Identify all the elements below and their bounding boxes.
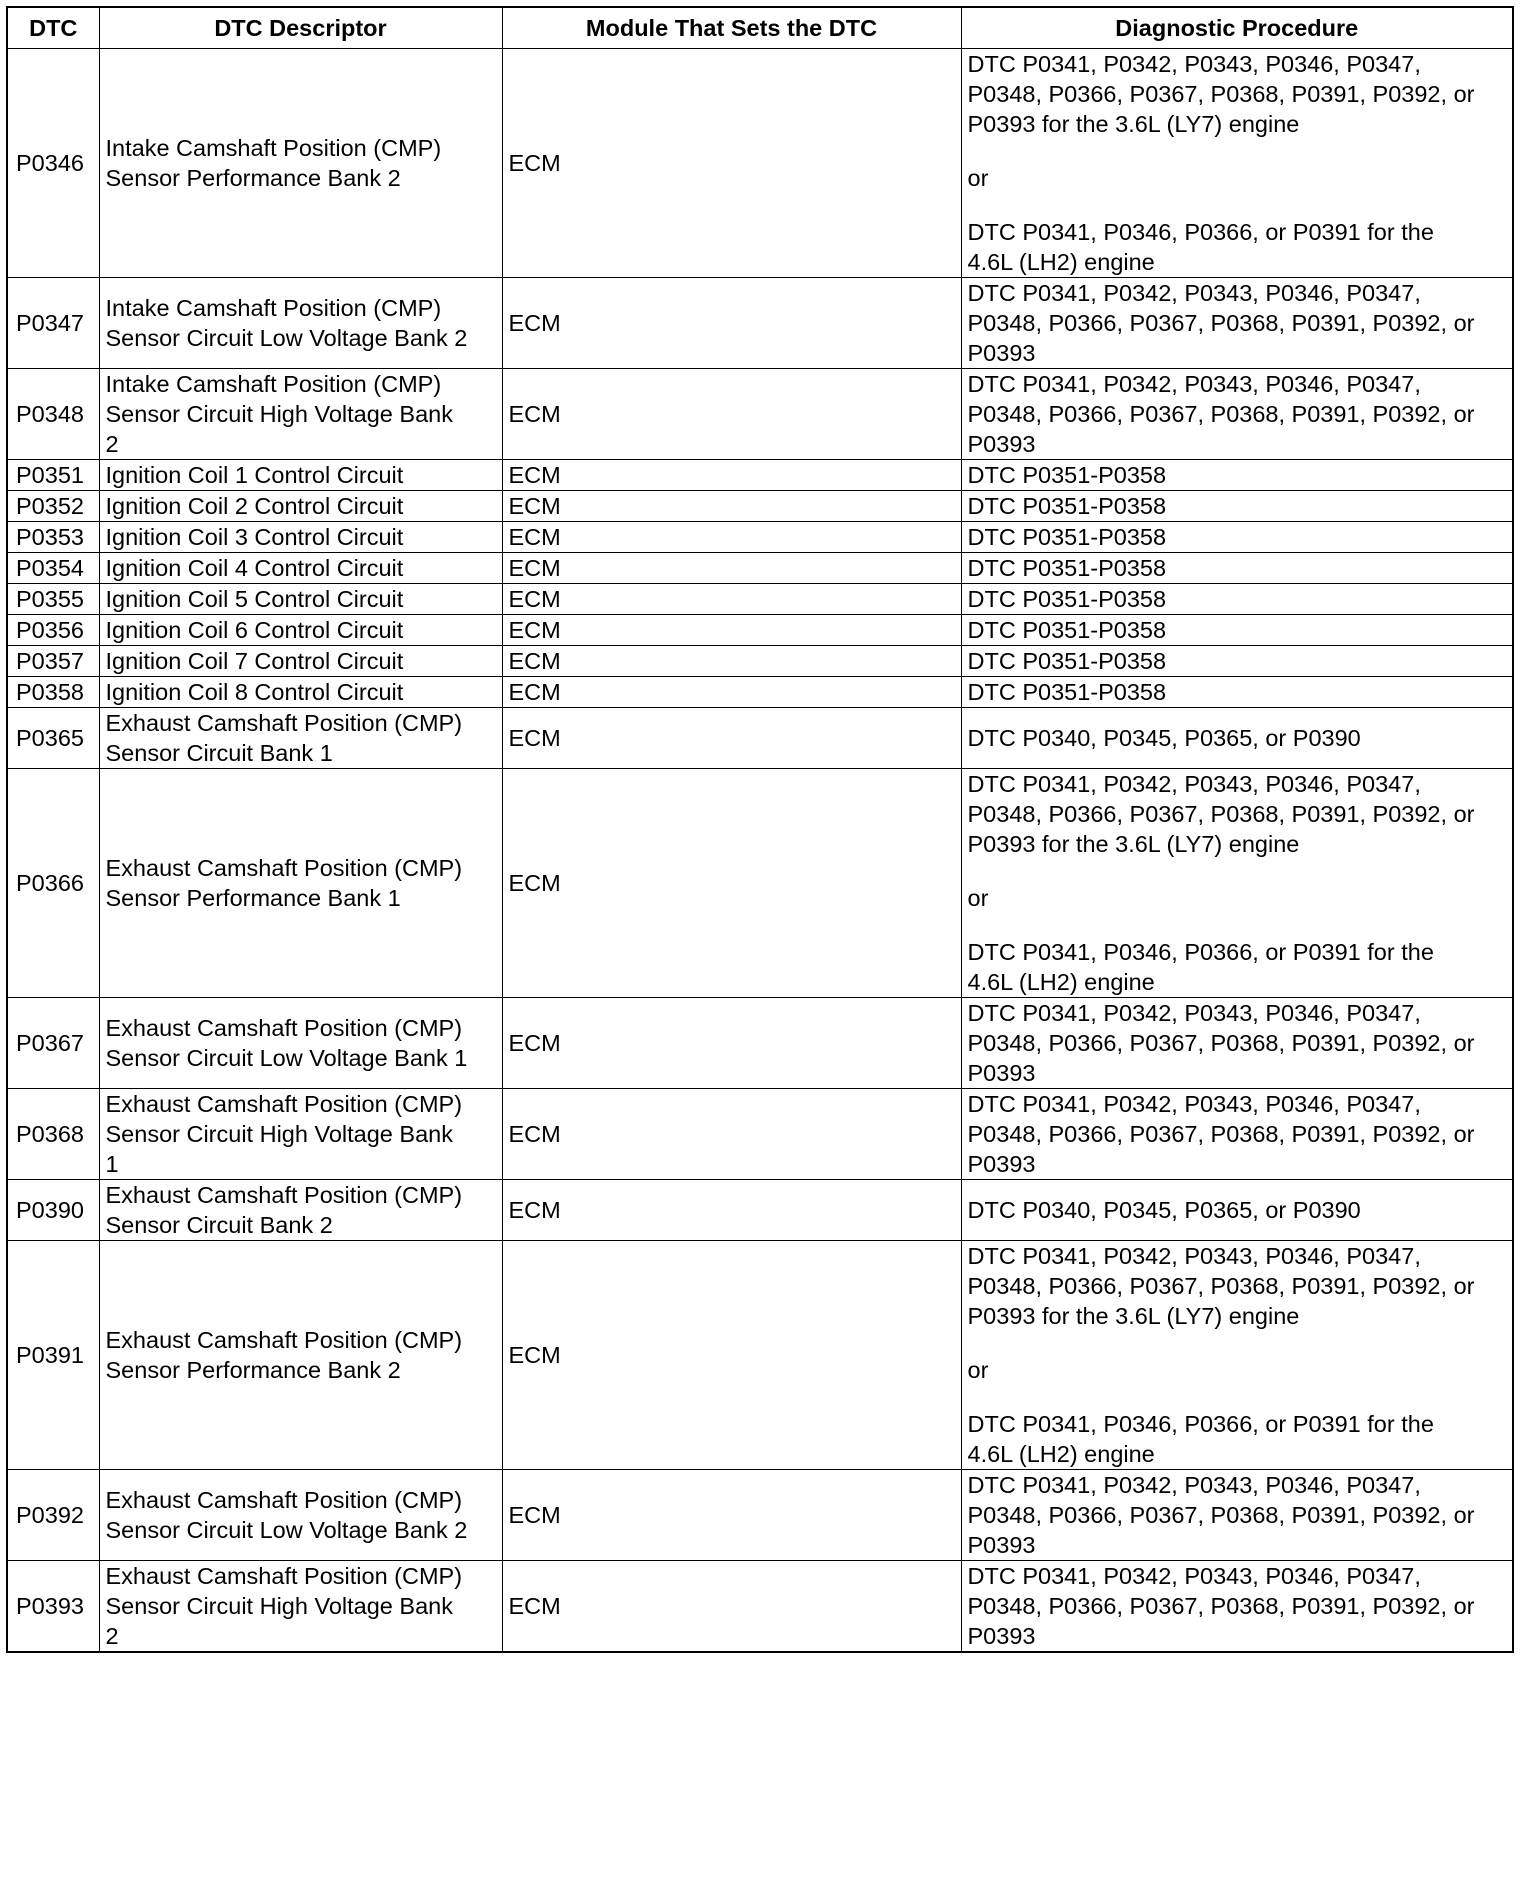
diagnostic-procedure-cell xyxy=(961,49,1513,278)
header-dtc: DTC xyxy=(7,7,99,49)
procedure-line: DTC P0341, P0342, P0343, P0346, P0347, xyxy=(967,280,1421,306)
module-cell: ECM xyxy=(502,553,961,584)
table-row xyxy=(7,1180,1513,1241)
module-cell: ECM xyxy=(502,677,961,708)
dtc-code-cell: P0347 xyxy=(7,278,99,369)
descriptor-line: Exhaust Camshaft Position (CMP) xyxy=(105,1015,463,1041)
descriptor-line: Sensor Circuit Low Voltage Bank 2 xyxy=(105,325,468,351)
module-cell: ECM xyxy=(502,998,961,1089)
table-row xyxy=(7,677,1513,708)
dtc-code-cell: P0356 xyxy=(7,615,99,646)
descriptor-line: Ignition Coil 8 Control Circuit xyxy=(105,679,404,705)
descriptor-line: Ignition Coil 6 Control Circuit xyxy=(105,617,404,643)
module-cell: ECM xyxy=(502,646,961,677)
procedure-spacer xyxy=(968,193,1507,217)
diagnostic-procedure-cell xyxy=(961,769,1513,998)
dtc-descriptor-cell xyxy=(99,1241,502,1470)
procedure-line: DTC P0340, P0345, P0365, or P0390 xyxy=(967,725,1361,751)
table-body xyxy=(7,49,1513,1653)
table-row xyxy=(7,1241,1513,1470)
dtc-table xyxy=(6,6,1514,1653)
dtc-descriptor-cell xyxy=(99,460,502,491)
dtc-descriptor-cell xyxy=(99,49,502,278)
descriptor-line: Sensor Circuit High Voltage Bank xyxy=(105,1121,453,1147)
module-cell: ECM xyxy=(502,1089,961,1180)
procedure-line: P0348, P0366, P0367, P0368, P0391, P0392, or xyxy=(967,81,1475,107)
dtc-code-cell: P0346 xyxy=(7,49,99,278)
table-row xyxy=(7,460,1513,491)
dtc-code-cell: P0390 xyxy=(7,1180,99,1241)
dtc-code-cell: P0357 xyxy=(7,646,99,677)
table-header-row xyxy=(7,7,1513,49)
diagnostic-procedure-cell xyxy=(961,677,1513,708)
diagnostic-procedure-cell xyxy=(961,584,1513,615)
dtc-descriptor-cell xyxy=(99,615,502,646)
descriptor-line: Sensor Circuit High Voltage Bank xyxy=(105,401,453,427)
module-cell: ECM xyxy=(502,278,961,369)
dtc-descriptor-cell xyxy=(99,998,502,1089)
procedure-line: P0348, P0366, P0367, P0368, P0391, P0392, or xyxy=(967,401,1475,427)
descriptor-line: Intake Camshaft Position (CMP) xyxy=(105,371,442,397)
dtc-descriptor-cell xyxy=(99,646,502,677)
dtc-code-cell: P0355 xyxy=(7,584,99,615)
table-row xyxy=(7,49,1513,278)
descriptor-line: Ignition Coil 1 Control Circuit xyxy=(105,462,404,488)
procedure-line: P0393 for the 3.6L (LY7) engine xyxy=(967,1303,1300,1329)
diagnostic-procedure-cell xyxy=(961,1470,1513,1561)
procedure-line: P0393 xyxy=(967,1060,1036,1086)
descriptor-line: Ignition Coil 2 Control Circuit xyxy=(105,493,404,519)
procedure-line: 4.6L (LH2) engine xyxy=(967,249,1155,275)
descriptor-line: Intake Camshaft Position (CMP) xyxy=(105,135,442,161)
header-procedure: Diagnostic Procedure xyxy=(961,7,1513,49)
dtc-descriptor-cell xyxy=(99,522,502,553)
module-cell: ECM xyxy=(502,49,961,278)
table-row xyxy=(7,1561,1513,1653)
module-cell: ECM xyxy=(502,369,961,460)
descriptor-line: Intake Camshaft Position (CMP) xyxy=(105,295,442,321)
dtc-descriptor-cell xyxy=(99,369,502,460)
module-cell: ECM xyxy=(502,522,961,553)
procedure-spacer xyxy=(968,1331,1507,1355)
module-cell: ECM xyxy=(502,584,961,615)
diagnostic-procedure-cell xyxy=(961,522,1513,553)
procedure-line: DTC P0341, P0342, P0343, P0346, P0347, xyxy=(967,1472,1421,1498)
procedure-line: DTC P0351-P0358 xyxy=(967,524,1167,550)
dtc-code-cell: P0367 xyxy=(7,998,99,1089)
procedure-line: DTC P0340, P0345, P0365, or P0390 xyxy=(967,1197,1361,1223)
dtc-descriptor-cell xyxy=(99,491,502,522)
procedure-line: or xyxy=(967,885,989,911)
descriptor-line: Sensor Performance Bank 2 xyxy=(105,1357,401,1383)
header-module: Module That Sets the DTC xyxy=(502,7,961,49)
descriptor-line: Exhaust Camshaft Position (CMP) xyxy=(105,1563,463,1589)
table-row xyxy=(7,998,1513,1089)
dtc-code-cell: P0391 xyxy=(7,1241,99,1470)
procedure-spacer xyxy=(968,1385,1507,1409)
table-row xyxy=(7,369,1513,460)
procedure-spacer xyxy=(968,913,1507,937)
module-cell: ECM xyxy=(502,1180,961,1241)
descriptor-line: Sensor Circuit Bank 1 xyxy=(105,740,333,766)
dtc-code-cell: P0348 xyxy=(7,369,99,460)
procedure-line: P0393 xyxy=(967,340,1036,366)
diagnostic-procedure-cell xyxy=(961,1089,1513,1180)
header-descriptor: DTC Descriptor xyxy=(99,7,502,49)
descriptor-line: Sensor Circuit Low Voltage Bank 1 xyxy=(105,1045,468,1071)
table-row xyxy=(7,491,1513,522)
dtc-descriptor-cell xyxy=(99,584,502,615)
dtc-descriptor-cell xyxy=(99,769,502,998)
dtc-code-cell: P0392 xyxy=(7,1470,99,1561)
procedure-line: DTC P0341, P0342, P0343, P0346, P0347, xyxy=(967,771,1421,797)
diagnostic-procedure-cell xyxy=(961,553,1513,584)
procedure-spacer xyxy=(968,139,1507,163)
procedure-line: DTC P0341, P0342, P0343, P0346, P0347, xyxy=(967,51,1421,77)
dtc-descriptor-cell xyxy=(99,553,502,584)
procedure-line: P0348, P0366, P0367, P0368, P0391, P0392, or xyxy=(967,1030,1475,1056)
diagnostic-procedure-cell xyxy=(961,278,1513,369)
procedure-line: P0393 xyxy=(967,1532,1036,1558)
diagnostic-procedure-cell xyxy=(961,460,1513,491)
procedure-line: P0348, P0366, P0367, P0368, P0391, P0392, or xyxy=(967,1273,1475,1299)
descriptor-line: Sensor Circuit Low Voltage Bank 2 xyxy=(105,1517,468,1543)
dtc-descriptor-cell xyxy=(99,1180,502,1241)
procedure-line: P0393 xyxy=(967,1151,1036,1177)
procedure-line: DTC P0341, P0342, P0343, P0346, P0347, xyxy=(967,1091,1421,1117)
procedure-line: DTC P0341, P0342, P0343, P0346, P0347, xyxy=(967,371,1421,397)
descriptor-line: Exhaust Camshaft Position (CMP) xyxy=(105,1091,463,1117)
procedure-line: P0393 for the 3.6L (LY7) engine xyxy=(967,111,1300,137)
table-row xyxy=(7,1089,1513,1180)
diagnostic-procedure-cell xyxy=(961,646,1513,677)
procedure-line: DTC P0351-P0358 xyxy=(967,617,1167,643)
descriptor-line: 2 xyxy=(105,431,119,457)
descriptor-line: Ignition Coil 5 Control Circuit xyxy=(105,586,404,612)
table-row xyxy=(7,1470,1513,1561)
table-row xyxy=(7,522,1513,553)
procedure-line: P0348, P0366, P0367, P0368, P0391, P0392, or xyxy=(967,1502,1475,1528)
diagnostic-procedure-cell xyxy=(961,369,1513,460)
procedure-line: DTC P0351-P0358 xyxy=(967,648,1167,674)
procedure-line: 4.6L (LH2) engine xyxy=(967,969,1155,995)
module-cell: ECM xyxy=(502,1241,961,1470)
procedure-line: DTC P0341, P0346, P0366, or P0391 for the xyxy=(967,939,1434,965)
dtc-descriptor-cell xyxy=(99,1470,502,1561)
table-row xyxy=(7,584,1513,615)
module-cell: ECM xyxy=(502,460,961,491)
descriptor-line: Ignition Coil 4 Control Circuit xyxy=(105,555,404,581)
dtc-code-cell: P0352 xyxy=(7,491,99,522)
procedure-line: DTC P0341, P0342, P0343, P0346, P0347, xyxy=(967,1563,1421,1589)
dtc-code-cell: P0393 xyxy=(7,1561,99,1653)
descriptor-line: Exhaust Camshaft Position (CMP) xyxy=(105,855,463,881)
dtc-code-cell: P0365 xyxy=(7,708,99,769)
dtc-descriptor-cell xyxy=(99,677,502,708)
procedure-line: DTC P0351-P0358 xyxy=(967,679,1167,705)
table-row xyxy=(7,769,1513,998)
procedure-line: DTC P0341, P0342, P0343, P0346, P0347, xyxy=(967,1243,1421,1269)
descriptor-line: Sensor Performance Bank 2 xyxy=(105,165,401,191)
dtc-code-cell: P0358 xyxy=(7,677,99,708)
module-cell: ECM xyxy=(502,708,961,769)
descriptor-line: 2 xyxy=(105,1623,119,1649)
procedure-spacer xyxy=(968,859,1507,883)
descriptor-line: Exhaust Camshaft Position (CMP) xyxy=(105,710,463,736)
procedure-line: DTC P0351-P0358 xyxy=(967,586,1167,612)
procedure-line: DTC P0341, P0346, P0366, or P0391 for the xyxy=(967,1411,1434,1437)
procedure-line: P0348, P0366, P0367, P0368, P0391, P0392, or xyxy=(967,1593,1475,1619)
dtc-descriptor-cell xyxy=(99,1089,502,1180)
dtc-code-cell: P0366 xyxy=(7,769,99,998)
descriptor-line: Ignition Coil 7 Control Circuit xyxy=(105,648,404,674)
table-row xyxy=(7,646,1513,677)
diagnostic-procedure-cell xyxy=(961,615,1513,646)
descriptor-line: Sensor Circuit Bank 2 xyxy=(105,1212,333,1238)
module-cell: ECM xyxy=(502,1470,961,1561)
procedure-line: P0348, P0366, P0367, P0368, P0391, P0392, or xyxy=(967,801,1475,827)
diagnostic-procedure-cell xyxy=(961,1561,1513,1653)
diagnostic-procedure-cell xyxy=(961,708,1513,769)
dtc-code-cell: P0353 xyxy=(7,522,99,553)
procedure-line: DTC P0341, P0342, P0343, P0346, P0347, xyxy=(967,1000,1421,1026)
procedure-line: 4.6L (LH2) engine xyxy=(967,1441,1155,1467)
procedure-line: DTC P0351-P0358 xyxy=(967,555,1167,581)
procedure-line: P0393 xyxy=(967,1623,1036,1649)
procedure-line: P0393 for the 3.6L (LY7) engine xyxy=(967,831,1300,857)
diagnostic-procedure-cell xyxy=(961,1180,1513,1241)
dtc-code-cell: P0354 xyxy=(7,553,99,584)
dtc-descriptor-cell xyxy=(99,1561,502,1653)
table-row xyxy=(7,615,1513,646)
descriptor-line: Ignition Coil 3 Control Circuit xyxy=(105,524,404,550)
dtc-descriptor-cell xyxy=(99,708,502,769)
module-cell: ECM xyxy=(502,491,961,522)
module-cell: ECM xyxy=(502,769,961,998)
diagnostic-procedure-cell xyxy=(961,491,1513,522)
procedure-line: DTC P0351-P0358 xyxy=(967,493,1167,519)
descriptor-line: Sensor Performance Bank 1 xyxy=(105,885,401,911)
dtc-code-cell: P0351 xyxy=(7,460,99,491)
table-row xyxy=(7,553,1513,584)
module-cell: ECM xyxy=(502,615,961,646)
descriptor-line: Sensor Circuit High Voltage Bank xyxy=(105,1593,453,1619)
descriptor-line: Exhaust Camshaft Position (CMP) xyxy=(105,1182,463,1208)
procedure-line: DTC P0341, P0346, P0366, or P0391 for the xyxy=(967,219,1434,245)
descriptor-line: Exhaust Camshaft Position (CMP) xyxy=(105,1327,463,1353)
procedure-line: P0348, P0366, P0367, P0368, P0391, P0392, or xyxy=(967,1121,1475,1147)
descriptor-line: 1 xyxy=(105,1151,119,1177)
descriptor-line: Exhaust Camshaft Position (CMP) xyxy=(105,1487,463,1513)
procedure-line: P0393 xyxy=(967,431,1036,457)
procedure-line: or xyxy=(967,1357,989,1383)
table-row xyxy=(7,278,1513,369)
dtc-descriptor-cell xyxy=(99,278,502,369)
procedure-line: P0348, P0366, P0367, P0368, P0391, P0392, or xyxy=(967,310,1475,336)
procedure-line: or xyxy=(967,165,989,191)
dtc-code-cell: P0368 xyxy=(7,1089,99,1180)
table-row xyxy=(7,708,1513,769)
diagnostic-procedure-cell xyxy=(961,1241,1513,1470)
module-cell: ECM xyxy=(502,1561,961,1653)
diagnostic-procedure-cell xyxy=(961,998,1513,1089)
procedure-line: DTC P0351-P0358 xyxy=(967,462,1167,488)
